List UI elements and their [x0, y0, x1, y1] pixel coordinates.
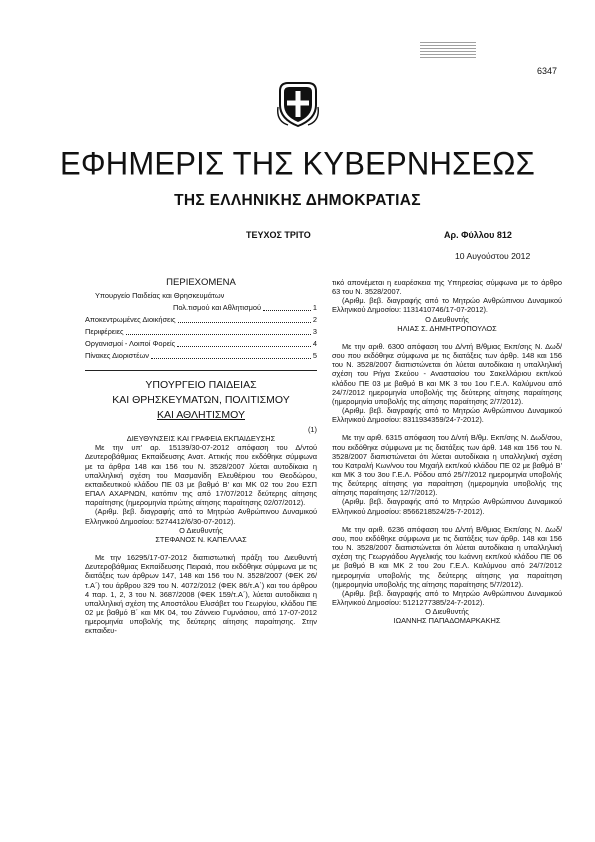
paragraph-note: (Αριθμ. βεβ. διαγραφής από το Μητρώο Ανθρώπινου Δυναμικού Ελληνικού Δημοσίου: 8311934359/24-7-2012).	[332, 406, 562, 425]
toc-leader	[177, 346, 311, 347]
toc-entry-label: Περιφέρειες	[85, 327, 124, 337]
paragraph: τικό απονέμεται η ευαρέσκεια της Υπηρεσίας σύμφωνα με το άρθρο 63 του Ν. 3528/2007.	[332, 278, 562, 297]
coat-of-arms-icon	[276, 81, 320, 127]
section-number: (1)	[307, 425, 317, 434]
toc-entry-label: Πίνακες Διοριστέων	[85, 351, 149, 361]
left-column	[85, 278, 317, 362]
header-note-block	[420, 40, 476, 58]
paragraph: Με την αριθ. 6300 απόφαση του Δ/ντή Β/θμιας Εκπ/σης Ν. Δωδ/σου που εκδόθηκε σύμφωνα με τις διατάξεις των άρθρ. 148 και 156 του Ν. 3528/2007 διαπιστώνεται ότι λύεται αυτοδίκαια η υπαλληλική σχέση του Ρήγα Σκεύου - Αναστασίου του Σακελλάριου εκπ/κού κλάδου ΠΕ 03 με βαθμό Β και ΜΚ 3 του 1ου Γ.Ε.Λ. Καλύμνου από 24/7/2012 ημερομηνία υποβολής της δεύτερης αίτησης παραίτησης (ημερομηνία υποβολής της αίτησης παραίτησης 2/7/2012).	[332, 341, 562, 406]
gazette-subtitle: ΤΗΣ ΕΛΛΗΝΙΚΗΣ ΔΗΜΟΚΡΑΤΙΑΣ	[174, 192, 421, 209]
toc-leader	[263, 310, 311, 311]
toc-entry[interactable]	[85, 338, 317, 350]
signature-name: ΣΤΕΦΑΝΟΣ Ν. ΚΑΠΕΛΛΑΣ	[155, 534, 247, 544]
paragraph-note: (Αριθμ. βεβ. διαγραφής από το Μητρώο Ανθρώπινου Δυναμικού Ελληνικού Δημοσίου: 1131410746/17-07-2012).	[332, 296, 562, 315]
signature-name: ΙΩΑΝΝΗΣ ΠΑΠΑΔΟΜΑΡΚΑΚΗΣ	[393, 616, 501, 626]
toc-entry-page: 2	[312, 315, 317, 325]
toc-entry-label: Πολ.τισμού και Αθλητισμού	[173, 303, 262, 313]
ministry-line	[85, 408, 317, 423]
page-number: 6347	[537, 66, 558, 76]
ministry-line: ΚΑΙ ΘΡΗΣΚΕΥΜΑΤΩΝ, ΠΟΛΙΤΙΣΜΟΥ	[112, 394, 290, 406]
department-heading: ΔΙΕΥΘΥΝΣΕΙΣ ΚΑΙ ΓΡΑΦΕΙΑ ΕΚΠΑΙΔΕΥΣΗΣ	[126, 434, 276, 444]
ministry-heading	[85, 378, 317, 423]
paragraph: Με την αριθ. 6236 απόφαση του Δ/ντή Β/θμιας Εκπ/σης Ν. Δωδ/σου, που εκδόθηκε σύμφωνα με τις διατάξεις των άρθρ. 148 και 156 του Ν. 3528/2007 διαπιστώνεται ότι λύεται αυτοδίκαια η υπαλληλική σχέση της Γεωργιάδου Αγγελικής του Ιωάννη εκπ/κού κλάδου ΠΕ 06 με βαθμό Β και ΜΚ 2 του 2ου Γ.Ε.Λ. Καλύμνου από 24/7/2012 ημερομηνία υποβολής της δεύτερης αίτησης για παραίτηση (ημερομηνία υποβολής της αίτησης παραίτησης 5/7/2012).	[332, 524, 562, 589]
toc-entry-page: 3	[312, 327, 317, 337]
paragraph-note: (Αριθμ. βεβ. διαγραφής από το Μητρώο Ανθρώπινου Δυναμικού Ελληνικού Δημοσίου: 5121277385/24-7-2012).	[332, 588, 562, 607]
toc	[85, 290, 317, 362]
toc-entry[interactable]	[85, 302, 317, 314]
divider	[85, 370, 317, 371]
right-column	[332, 278, 562, 625]
sheet-number: Αρ. Φύλλου 812	[444, 230, 512, 240]
toc-leader	[151, 358, 311, 359]
paragraph-note: (Αριθμ. βεβ. διαγραφής από το Μητρώο Ανθρώπινου Δυναμικού Ελληνικού Δημοσίου: 5274412/6/30-07-2012).	[85, 507, 317, 526]
toc-heading: ΠΕΡΙΕΧΟΜΕΝΑ	[166, 277, 236, 288]
signature-name: ΗΛΙΑΣ Σ. ΔΗΜΗΤΡΟΠΟΥΛΟΣ	[397, 323, 497, 333]
toc-entry-label: Υπουργείο Παιδείας και Θρησκευμάτων	[95, 291, 225, 301]
toc-entry-label: Οργανισμοί - Λοιποί Φορείς	[85, 339, 176, 349]
paragraph-note: (Αριθμ. βεβ. διαγραφής από το Μητρώο Ανθρώπινου Δυναμικού Ελληνικού Δημοσίου: 8566218524/25-7-2012).	[332, 497, 562, 516]
signature-title: Ο Διευθυντής	[425, 607, 469, 617]
gazette-title: ΕΦΗΜΕΡΙΣ ΤΗΣ ΚΥΒΕΡΝΗΣΕΩΣ	[59, 145, 536, 182]
ministry-line: ΥΠΟΥΡΓΕΙΟ ΠΑΙΔΕΙΑΣ	[145, 379, 257, 391]
toc-leader	[178, 322, 311, 323]
signature-title: Ο Διευθυντής	[425, 314, 469, 324]
ministry-line-underlined: ΚΑΙ ΑΘΛΗΤΙΣΜΟΥ	[156, 409, 246, 421]
paragraph: Με την υπ' αρ. 15139/30-07-2012 απόφαση του Δ/ντού Δευτεροβάθμιας Εκπαίδευσης Ανατ. Αττικής που εκδόθηκε σύμφωνα με τα άρθρα 148 και 156 του Ν. 3528/2007 λύεται αυτοδίκαια η υπαλληλική σχέση του Μασμανίδη Ελευθέριου του Θεοδώρου, εκπαιδευτικού κλάδου ΠΕ 03 με βαθμό Β' και ΜΚ 02 του 2ου ΕΣΠ ΕΠΑΛ ΑΧΑΡΝΩΝ, κατόπιν της από 17/07/2012 δεύτερης αίτησης παραίτησης (ημερομηνία πρώτης αίτησης παραίτησης 02/07/2012).	[85, 443, 317, 508]
toc-entry-label: Αποκεντρωμένες Διοικήσεις	[85, 315, 176, 325]
toc-entry[interactable]	[85, 350, 317, 362]
issue-date: 10 Αυγούστου 2012	[455, 251, 531, 261]
toc-entry[interactable]	[85, 326, 317, 338]
paragraph: Με την 16295/17-07-2012 διαπιστωτική πράξη του Διευθυντή Δευτεροβάθμιας Εκπαίδευσης Πειραιά, που εκδόθηκε σύμφωνα με τις διατάξεις των άρθρων 147, 148 και 156 του Ν. 3528/2007 (ΦΕΚ 26/τ.Α΄) του άρθρου 329 του Ν. 4072/2012 (ΦΕΚ 86/τ.Α΄) και του άρθρου 4 παρ. 1, 2, 3 του Ν. 3687/2008 (ΦΕΚ 159/τ.Α΄), λύεται αυτοδίκαια η υπαλληλική σχέση της Αποστόλου Ελισάβετ του Γεωργίου, κλάδου ΠΕ 02 με βαθμό Β΄ και ΜΚ 04, του Ζάννειο Γυμνάσιου, από 17-07-2012 ημερομηνία υποβολής της δεύτερης αίτησης παραίτησης. Στην εκπαιδευ-	[85, 553, 317, 636]
paragraph: Με την αριθ. 6315 απόφαση του Δ/ντή Β/θμ. Εκπ/σης Ν. Δωδ/σου, που εκδόθηκε σύμφωνα με τις διατάξεις των άρθ. 148 και 156 του Ν. 3528/2007 διαπιστώνεται ότι λύεται αυτοδίκαια η υπαλληλική σχέση του Κατραλή Κων/νου του Μιχαήλ εκπ/κού κλάδου ΠΕ 02 με βαθμό Β' και ΜΚ 3 του 3ου Γ.Ε.Λ. Ρόδου από 25/7/2012 ημερομηνία υποβολής της δεύτερης αίτησης για παραίτηση (ημερομηνία υποβολής της αίτησης παραίτησης 12/7/2012).	[332, 433, 562, 498]
toc-entry[interactable]	[85, 290, 317, 302]
issue-series: ΤΕΥΧΟΣ ΤΡΙΤΟ	[246, 230, 311, 240]
ministry-block	[85, 378, 317, 635]
toc-entry[interactable]	[85, 314, 317, 326]
signature-title: Ο Διευθυντής	[179, 525, 223, 535]
toc-entry-page: 5	[312, 351, 317, 361]
toc-entry-page: 1	[312, 303, 317, 313]
toc-leader	[126, 334, 311, 335]
toc-entry-page: 4	[312, 339, 317, 349]
